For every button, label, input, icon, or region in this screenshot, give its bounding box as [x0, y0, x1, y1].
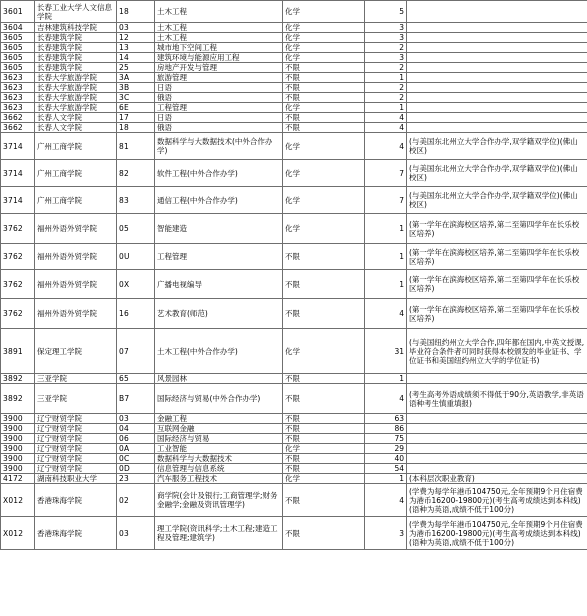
major-name: 工业智能	[155, 444, 283, 454]
subject-requirement: 不限	[283, 113, 365, 123]
subject-requirement: 不限	[283, 484, 365, 517]
major-code: 0U	[117, 244, 155, 270]
school-code: 3891	[1, 329, 35, 374]
major-name: 信息管理与信息系统	[155, 464, 283, 474]
school-name: 湖南科技职业大学	[35, 474, 117, 484]
note	[407, 23, 587, 33]
school-name: 长春人文学院	[35, 123, 117, 133]
school-code: 3762	[1, 299, 35, 329]
enrollment-count: 4	[365, 113, 407, 123]
subject-requirement: 不限	[283, 244, 365, 270]
school-name: 辽宁财贸学院	[35, 424, 117, 434]
school-name: 香港珠海学院	[35, 484, 117, 517]
enrollment-count: 3	[365, 33, 407, 43]
major-code: 81	[117, 133, 155, 160]
major-code: 13	[117, 43, 155, 53]
school-name: 三亚学院	[35, 374, 117, 384]
subject-requirement: 不限	[283, 93, 365, 103]
major-name: 国际经济与贸易	[155, 434, 283, 444]
subject-requirement: 不限	[283, 270, 365, 299]
school-code: X012	[1, 517, 35, 550]
major-code: 03	[117, 414, 155, 424]
note: (与美国东北州立大学合作办学,双学籍双学位)(佛山校区)	[407, 160, 587, 187]
note	[407, 464, 587, 474]
school-name: 辽宁财贸学院	[35, 454, 117, 464]
major-code: 6E	[117, 103, 155, 113]
table-row	[1, 244, 587, 270]
note	[407, 53, 587, 63]
school-code: 3623	[1, 73, 35, 83]
subject-requirement: 不限	[283, 73, 365, 83]
major-code: 3B	[117, 83, 155, 93]
major-code: 03	[117, 517, 155, 550]
enrollment-count: 1	[365, 103, 407, 113]
school-code: 3604	[1, 23, 35, 33]
subject-requirement: 化学	[283, 43, 365, 53]
subject-requirement: 不限	[283, 454, 365, 464]
table-row	[1, 103, 587, 113]
subject-requirement: 不限	[283, 517, 365, 550]
enrollment-count: 75	[365, 434, 407, 444]
subject-requirement: 不限	[283, 424, 365, 434]
school-name: 长春大学旅游学院	[35, 93, 117, 103]
school-name: 长春大学旅游学院	[35, 83, 117, 93]
major-name: 土木工程	[155, 33, 283, 43]
note	[407, 103, 587, 113]
school-name: 辽宁财贸学院	[35, 444, 117, 454]
enrollment-count: 54	[365, 464, 407, 474]
subject-requirement: 不限	[283, 83, 365, 93]
note: (学费为每学年港币104750元,全年预期9个月住宿费为港币16200-19800元)(考生高考成绩达到本科线)(语种为英语,成绩不低于100分)	[407, 484, 587, 517]
major-code: 65	[117, 374, 155, 384]
major-name: 土木工程(中外合作办学)	[155, 329, 283, 374]
major-code: 03	[117, 23, 155, 33]
major-name: 建筑环境与能源应用工程	[155, 53, 283, 63]
major-name: 数据科学与大数据技术	[155, 454, 283, 464]
major-name: 广播电视编导	[155, 270, 283, 299]
note	[407, 424, 587, 434]
major-name: 数据科学与大数据技术(中外合作办学)	[155, 133, 283, 160]
table-row	[1, 23, 587, 33]
subject-requirement: 化学	[283, 160, 365, 187]
table-row	[1, 414, 587, 424]
table-row	[1, 299, 587, 329]
subject-requirement: 化学	[283, 23, 365, 33]
table-row	[1, 73, 587, 83]
enrollment-count: 7	[365, 187, 407, 214]
major-code: 18	[117, 123, 155, 133]
table-row	[1, 133, 587, 160]
note	[407, 414, 587, 424]
school-code: 3892	[1, 374, 35, 384]
school-name: 福州外语外贸学院	[35, 214, 117, 244]
enrollment-count: 1	[365, 214, 407, 244]
major-code: 06	[117, 434, 155, 444]
major-name: 工程管理	[155, 244, 283, 270]
note: (考生高考外语成绩须不得低于90分,英语教学,非英语语种考生慎重填报)	[407, 384, 587, 414]
note: (第一学年在滨海校区培养,第二至第四学年在长乐校区培养)	[407, 244, 587, 270]
enrollment-count: 1	[365, 73, 407, 83]
enrollment-count: 4	[365, 133, 407, 160]
school-code: 3892	[1, 384, 35, 414]
school-name: 福州外语外贸学院	[35, 270, 117, 299]
school-code: 3900	[1, 464, 35, 474]
table-row	[1, 454, 587, 464]
major-name: 俄语	[155, 93, 283, 103]
major-code: 25	[117, 63, 155, 73]
table-row	[1, 424, 587, 434]
major-code: 0A	[117, 444, 155, 454]
major-name: 旅游管理	[155, 73, 283, 83]
major-name: 土木工程	[155, 23, 283, 33]
note	[407, 83, 587, 93]
enrollment-count: 63	[365, 414, 407, 424]
school-name: 吉林建筑科技学院	[35, 23, 117, 33]
major-name: 互联网金融	[155, 424, 283, 434]
school-name: 长春建筑学院	[35, 53, 117, 63]
major-code: 0X	[117, 270, 155, 299]
note: (第一学年在滨海校区培养,第二至第四学年在长乐校区培养)	[407, 270, 587, 299]
note	[407, 1, 587, 23]
subject-requirement: 化学	[283, 187, 365, 214]
note: (第一学年在滨海校区培养,第二至第四学年在长乐校区培养)	[407, 299, 587, 329]
subject-requirement: 不限	[283, 63, 365, 73]
enrollment-count: 3	[365, 23, 407, 33]
school-code: 4172	[1, 474, 35, 484]
table-row	[1, 214, 587, 244]
school-code: 3900	[1, 454, 35, 464]
school-name: 长春工业大学人文信息学院	[35, 1, 117, 23]
subject-requirement: 化学	[283, 474, 365, 484]
school-code: 3605	[1, 53, 35, 63]
school-code: 3762	[1, 270, 35, 299]
school-code: 3900	[1, 414, 35, 424]
enrollment-count: 1	[365, 474, 407, 484]
school-code: 3900	[1, 444, 35, 454]
subject-requirement: 不限	[283, 384, 365, 414]
table-body	[1, 1, 587, 550]
enrollment-count: 2	[365, 43, 407, 53]
major-name: 金融工程	[155, 414, 283, 424]
school-name: 福州外语外贸学院	[35, 299, 117, 329]
school-code: 3662	[1, 113, 35, 123]
major-code: 0D	[117, 464, 155, 474]
note	[407, 434, 587, 444]
school-name: 长春大学旅游学院	[35, 73, 117, 83]
subject-requirement: 化学	[283, 444, 365, 454]
subject-requirement: 不限	[283, 374, 365, 384]
school-code: 3623	[1, 103, 35, 113]
table-row	[1, 1, 587, 23]
note	[407, 444, 587, 454]
school-code: 3623	[1, 83, 35, 93]
table-row	[1, 434, 587, 444]
table-row	[1, 187, 587, 214]
school-code: 3623	[1, 93, 35, 103]
enrollment-count: 86	[365, 424, 407, 434]
table-row	[1, 484, 587, 517]
enrollment-count: 1	[365, 244, 407, 270]
enrollment-count: 7	[365, 160, 407, 187]
enrollment-count: 2	[365, 63, 407, 73]
major-name: 日语	[155, 113, 283, 123]
note: (与美国东北州立大学合作办学,双学籍双学位)(佛山校区)	[407, 187, 587, 214]
major-name: 软件工程(中外合作办学)	[155, 160, 283, 187]
major-name: 俄语	[155, 123, 283, 133]
subject-requirement: 不限	[283, 414, 365, 424]
subject-requirement: 化学	[283, 103, 365, 113]
subject-requirement: 不限	[283, 299, 365, 329]
table-row	[1, 33, 587, 43]
school-name: 福州外语外贸学院	[35, 244, 117, 270]
enrollment-count: 4	[365, 384, 407, 414]
school-name: 长春人文学院	[35, 113, 117, 123]
table-row	[1, 270, 587, 299]
note: (学费为每学年港币104750元,全年预期9个月住宿费为港币16200-19800元)(考生高考成绩达到本科线)(语种为英语,成绩不低于100分)	[407, 517, 587, 550]
major-name: 房地产开发与管理	[155, 63, 283, 73]
major-name: 智能建造	[155, 214, 283, 244]
note: (本科层次职业教育)	[407, 474, 587, 484]
school-name: 长春建筑学院	[35, 43, 117, 53]
major-code: 17	[117, 113, 155, 123]
table-row	[1, 517, 587, 550]
major-code: 83	[117, 187, 155, 214]
school-code: 3605	[1, 63, 35, 73]
school-name: 广州工商学院	[35, 133, 117, 160]
note	[407, 63, 587, 73]
major-code: 0C	[117, 454, 155, 464]
enrollment-count: 31	[365, 329, 407, 374]
major-name: 商学院(会计及银行;工商管理学;财务金融学;金融及资讯管理学)	[155, 484, 283, 517]
school-code: X012	[1, 484, 35, 517]
note	[407, 374, 587, 384]
enrollment-count: 3	[365, 53, 407, 63]
table-row	[1, 53, 587, 63]
table-row	[1, 83, 587, 93]
note	[407, 73, 587, 83]
enrollment-count: 1	[365, 270, 407, 299]
note	[407, 113, 587, 123]
school-name: 辽宁财贸学院	[35, 434, 117, 444]
enrollment-count: 4	[365, 299, 407, 329]
major-code: B7	[117, 384, 155, 414]
subject-requirement: 不限	[283, 123, 365, 133]
subject-requirement: 化学	[283, 329, 365, 374]
major-name: 工程管理	[155, 103, 283, 113]
major-code: 07	[117, 329, 155, 374]
school-name: 长春大学旅游学院	[35, 103, 117, 113]
major-code: 14	[117, 53, 155, 63]
subject-requirement: 不限	[283, 464, 365, 474]
major-name: 城市地下空间工程	[155, 43, 283, 53]
enrollment-count: 29	[365, 444, 407, 454]
school-code: 3714	[1, 160, 35, 187]
note	[407, 123, 587, 133]
enrollment-count: 2	[365, 93, 407, 103]
major-name: 通信工程(中外合作办学)	[155, 187, 283, 214]
enrollment-count: 2	[365, 83, 407, 93]
table-row	[1, 374, 587, 384]
enrollment-count: 1	[365, 374, 407, 384]
table-row	[1, 474, 587, 484]
school-code: 3601	[1, 1, 35, 23]
table-row	[1, 63, 587, 73]
note	[407, 454, 587, 464]
major-name: 国际经济与贸易(中外合作办学)	[155, 384, 283, 414]
school-name: 广州工商学院	[35, 160, 117, 187]
subject-requirement: 化学	[283, 133, 365, 160]
major-name: 艺术教育(师范)	[155, 299, 283, 329]
table-row	[1, 464, 587, 474]
school-name: 三亚学院	[35, 384, 117, 414]
major-name: 日语	[155, 83, 283, 93]
subject-requirement: 不限	[283, 434, 365, 444]
school-name: 长春建筑学院	[35, 63, 117, 73]
school-code: 3714	[1, 187, 35, 214]
subject-requirement: 化学	[283, 33, 365, 43]
note: (与美国纽约州立大学合作,四年都在国内,中英文授课,毕业符合条件者可同时获得本校颁发的毕业证书、学位证书和美国纽约州立大学的学位证书)	[407, 329, 587, 374]
school-name: 辽宁财贸学院	[35, 414, 117, 424]
note	[407, 93, 587, 103]
school-name: 辽宁财贸学院	[35, 464, 117, 474]
subject-requirement: 化学	[283, 214, 365, 244]
note: (与美国东北州立大学合作办学,双学籍双学位)(佛山校区)	[407, 133, 587, 160]
table-row	[1, 123, 587, 133]
school-code: 3662	[1, 123, 35, 133]
school-name: 长春建筑学院	[35, 33, 117, 43]
note	[407, 33, 587, 43]
school-code: 3900	[1, 424, 35, 434]
major-code: 3A	[117, 73, 155, 83]
school-code: 3714	[1, 133, 35, 160]
table-row	[1, 329, 587, 374]
table-row	[1, 384, 587, 414]
major-code: 05	[117, 214, 155, 244]
major-code: 82	[117, 160, 155, 187]
school-name: 保定理工学院	[35, 329, 117, 374]
major-code: 23	[117, 474, 155, 484]
enrollment-count: 4	[365, 123, 407, 133]
major-name: 汽车服务工程技术	[155, 474, 283, 484]
table-row	[1, 43, 587, 53]
major-name: 理工学院(资讯科学;土木工程;建造工程及管理;建筑学)	[155, 517, 283, 550]
subject-requirement: 化学	[283, 1, 365, 23]
major-code: 02	[117, 484, 155, 517]
enrollment-count: 40	[365, 454, 407, 464]
subject-requirement: 化学	[283, 53, 365, 63]
table-row	[1, 444, 587, 454]
note: (第一学年在滨海校区培养,第二至第四学年在长乐校区培养)	[407, 214, 587, 244]
enrollment-count: 3	[365, 517, 407, 550]
table-row	[1, 113, 587, 123]
major-code: 04	[117, 424, 155, 434]
enrollment-count: 4	[365, 484, 407, 517]
school-code: 3762	[1, 214, 35, 244]
note	[407, 43, 587, 53]
major-code: 18	[117, 1, 155, 23]
major-code: 16	[117, 299, 155, 329]
major-name: 风景园林	[155, 374, 283, 384]
school-code: 3762	[1, 244, 35, 270]
school-name: 香港珠海学院	[35, 517, 117, 550]
major-name: 土木工程	[155, 1, 283, 23]
table-row	[1, 160, 587, 187]
school-code: 3605	[1, 43, 35, 53]
school-code: 3605	[1, 33, 35, 43]
major-code: 12	[117, 33, 155, 43]
major-code: 3C	[117, 93, 155, 103]
school-name: 广州工商学院	[35, 187, 117, 214]
school-code: 3900	[1, 434, 35, 444]
enrollment-count: 5	[365, 1, 407, 23]
table-row	[1, 93, 587, 103]
